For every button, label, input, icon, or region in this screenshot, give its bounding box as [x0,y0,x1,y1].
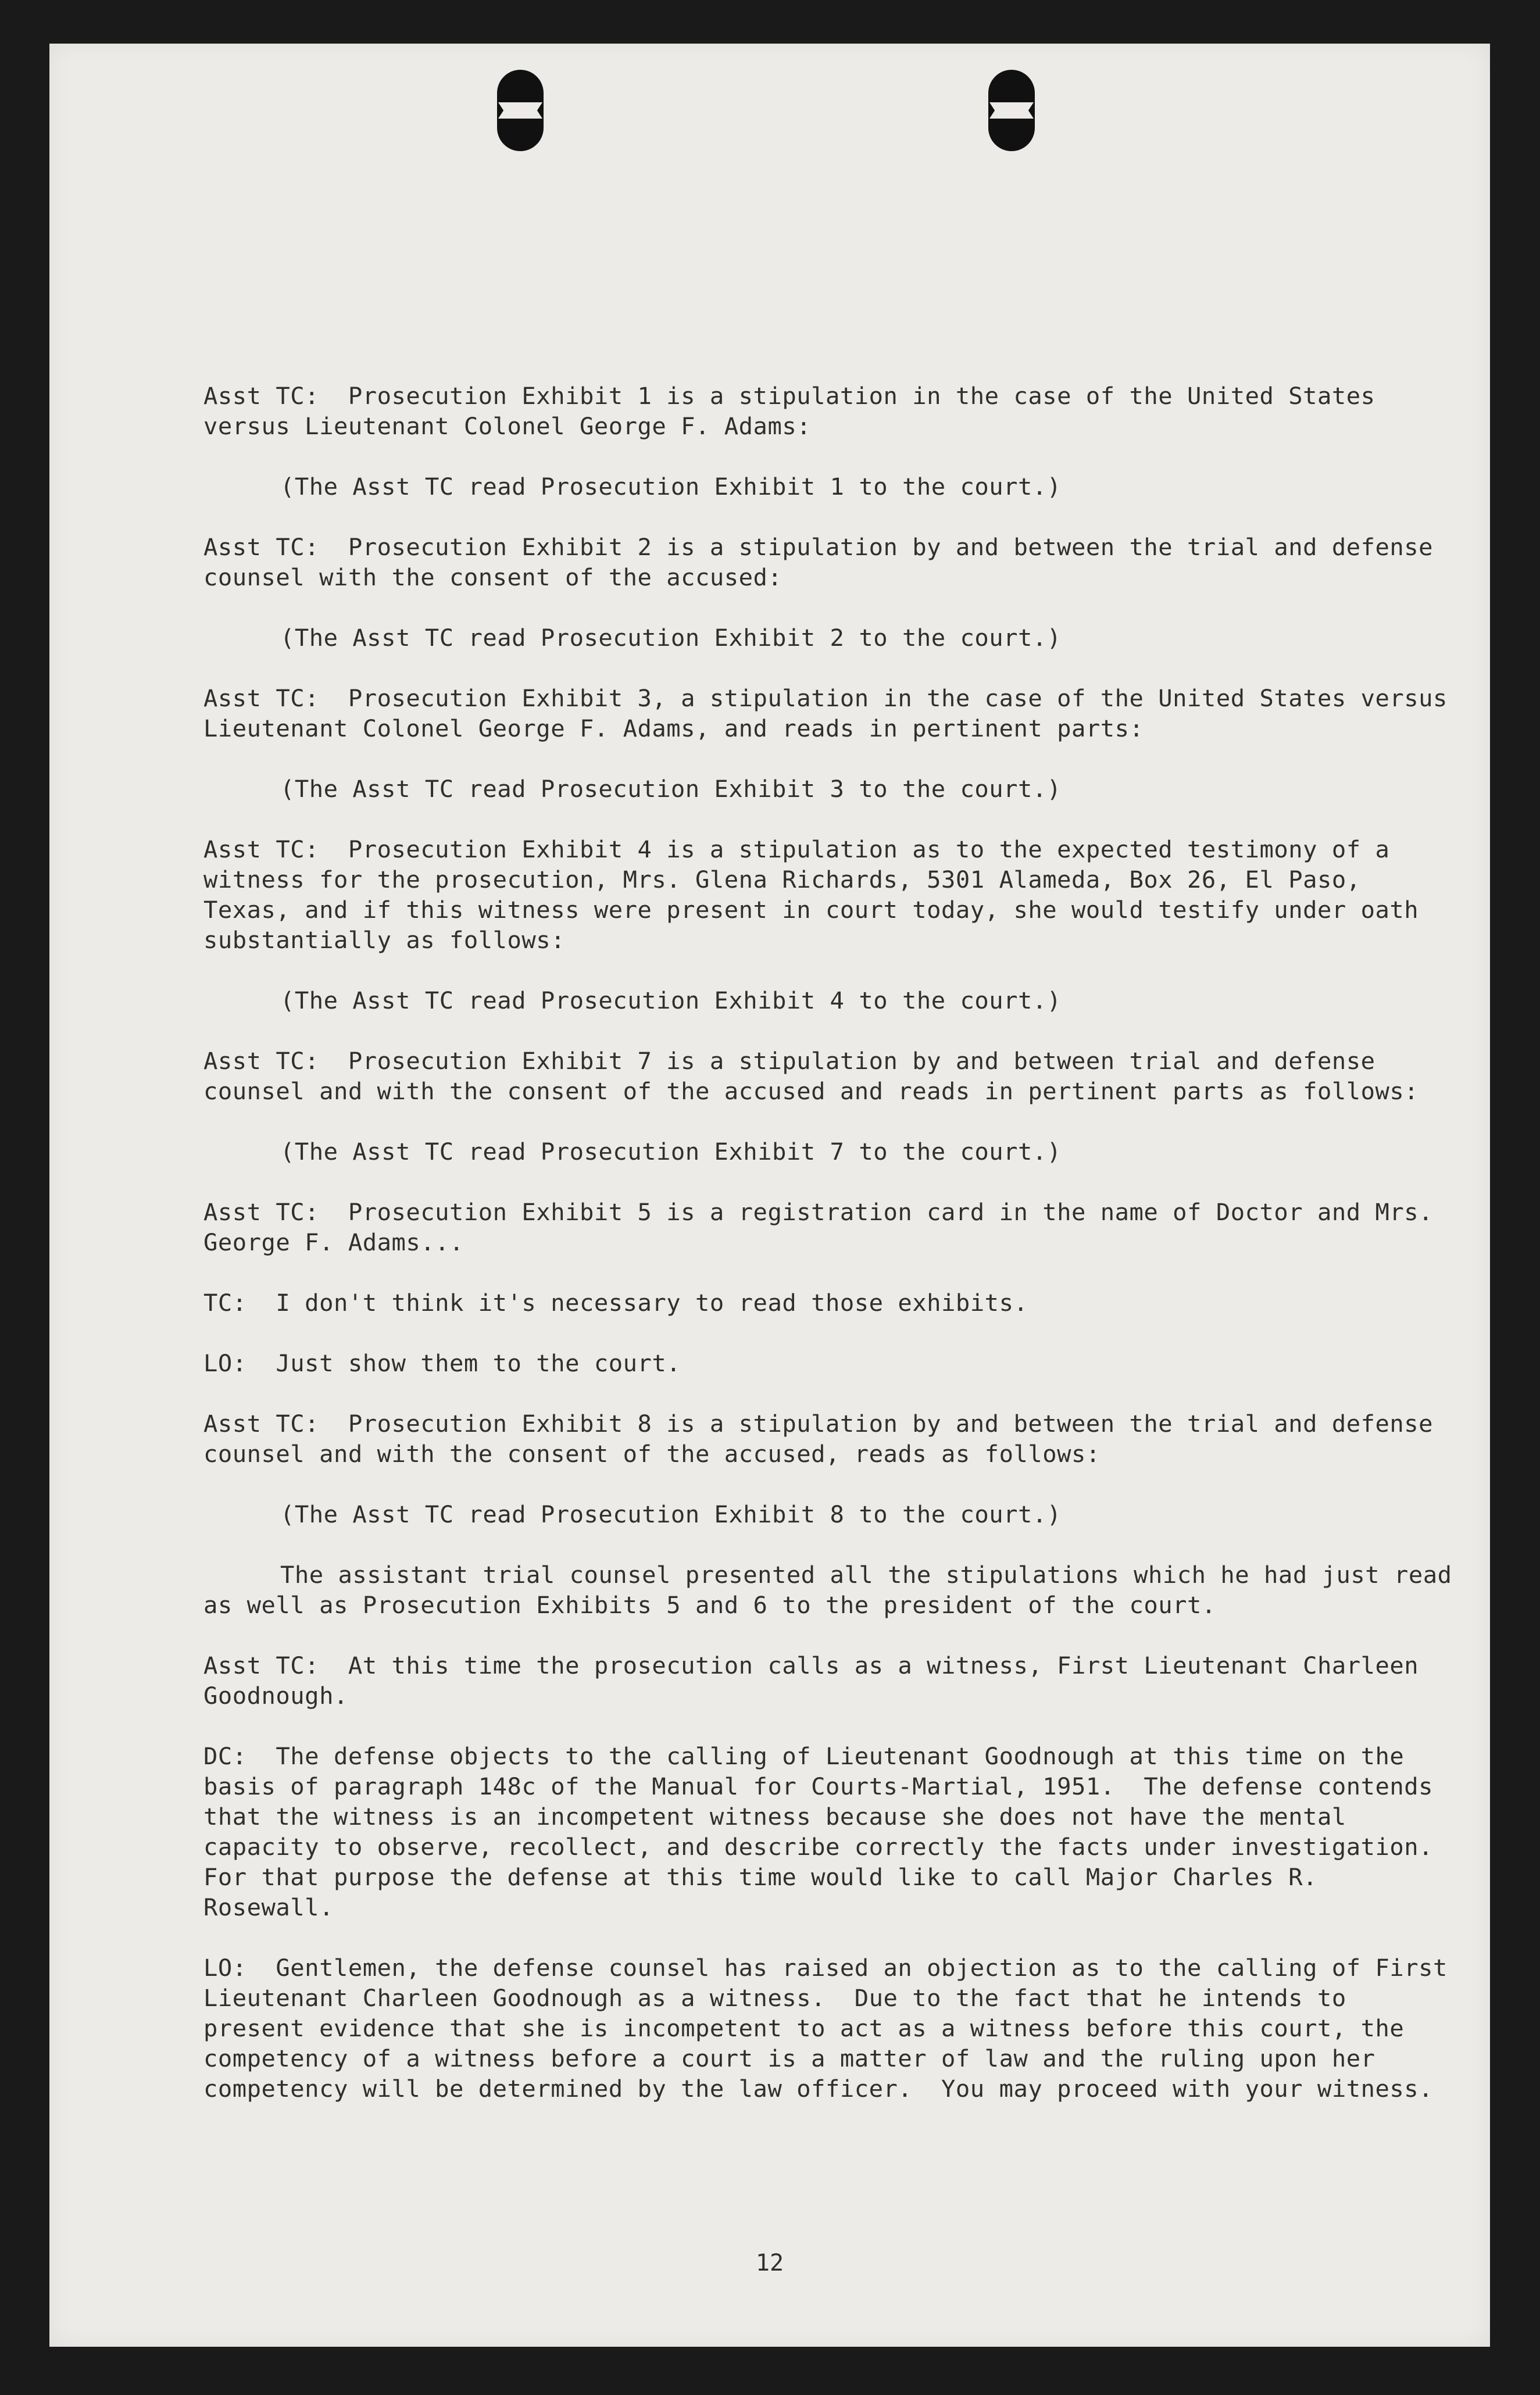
paragraph-lo-ruling: LO: Gentlemen, the defense counsel has raised an objection as to the calling of First Lieutenant Charleen Goodnough as a witness. Due to the fact that he intends to present evidence that she is incompetent to act as a witness before this court, the competency of a witness before a court is a matter of law and the ruling upon her competency will be determined by the law officer. You may proceed with your witness. [203,1954,1462,2103]
paragraph-asst-tc-calls-witness: Asst TC: At this time the prosecution calls as a witness, First Lieutenant Charleen Goodnough. [203,1652,1434,1710]
paragraph-narrative: The assistant trial counsel presented all the stipulations which he had just read as well as Prosecution Exhibits 5 and 6 to the president of the court. [203,1561,1467,1619]
paragraph-asst-tc-exhibit-8: Asst TC: Prosecution Exhibit 8 is a stipulation by and between the trial and defense counsel and with the consent of the accused, reads as follows: [203,1410,1448,1468]
paragraph-asst-tc-exhibit-7: Asst TC: Prosecution Exhibit 7 is a stipulation by and between trial and defense counsel and with the consent of the accused and reads in pertinent parts as follows: [203,1047,1419,1105]
transcript-body [203,381,1467,2134]
paragraph-asst-tc-exhibit-3: Asst TC: Prosecution Exhibit 3, a stipulation in the case of the United States versus Lieutenant Colonel George F. Adams, and reads in pertinent parts: [203,684,1462,742]
paragraph-read-exhibit-3: (The Asst TC read Prosecution Exhibit 3 to the court.) [280,775,1062,803]
paragraph-read-exhibit-8: (The Asst TC read Prosecution Exhibit 8 to the court.) [280,1500,1062,1528]
paragraph-read-exhibit-7: (The Asst TC read Prosecution Exhibit 7 to the court.) [280,1138,1062,1166]
paragraph-dc-objection: DC: The defense objects to the calling of Lieutenant Goodnough at this time on the basis of paragraph 148c of the Manual for Courts-Martial, 1951. The defense contends that the witness is an incompetent witness because she does not have the mental capacity to observe, recollect, and describe correctly the facts under investigation. For that purpose the defense at this time would like to call Major Charles R. Rosewall. [203,1742,1462,1921]
paragraph-tc-statement: TC: I don't think it's necessary to read those exhibits. [203,1289,1028,1317]
page-number: 12 [755,2250,784,2276]
paragraph-asst-tc-exhibit-1: Asst TC: Prosecution Exhibit 1 is a stipulation in the case of the United States versus Lieutenant Colonel George F. Adams: [203,382,1390,440]
paragraph-asst-tc-exhibit-4: Asst TC: Prosecution Exhibit 4 is a stipulation as to the expected testimony of a witness for the prosecution, Mrs. Glena Richards, 5301 Alameda, Box 26, El Paso, Texas, and if this witness were present in court today, she would testify under oath substantially as follows: [203,835,1434,954]
paragraph-asst-tc-exhibit-5: Asst TC: Prosecution Exhibit 5 is a registration card in the name of Doctor and Mrs. George F. Adams... [203,1198,1448,1256]
paragraph-lo-statement: LO: Just show them to the court. [203,1349,681,1377]
paragraph-read-exhibit-1: (The Asst TC read Prosecution Exhibit 1 to the court.) [280,473,1062,501]
punch-hole-right [988,70,1035,151]
paragraph-read-exhibit-4: (The Asst TC read Prosecution Exhibit 4 to the court.) [280,986,1062,1014]
paragraph-asst-tc-exhibit-2: Asst TC: Prosecution Exhibit 2 is a stipulation by and between the trial and defense counsel with the consent of the accused: [203,533,1448,591]
document-page [49,44,1490,2347]
paragraph-read-exhibit-2: (The Asst TC read Prosecution Exhibit 2 to the court.) [280,624,1062,652]
punch-hole-left [497,70,544,151]
